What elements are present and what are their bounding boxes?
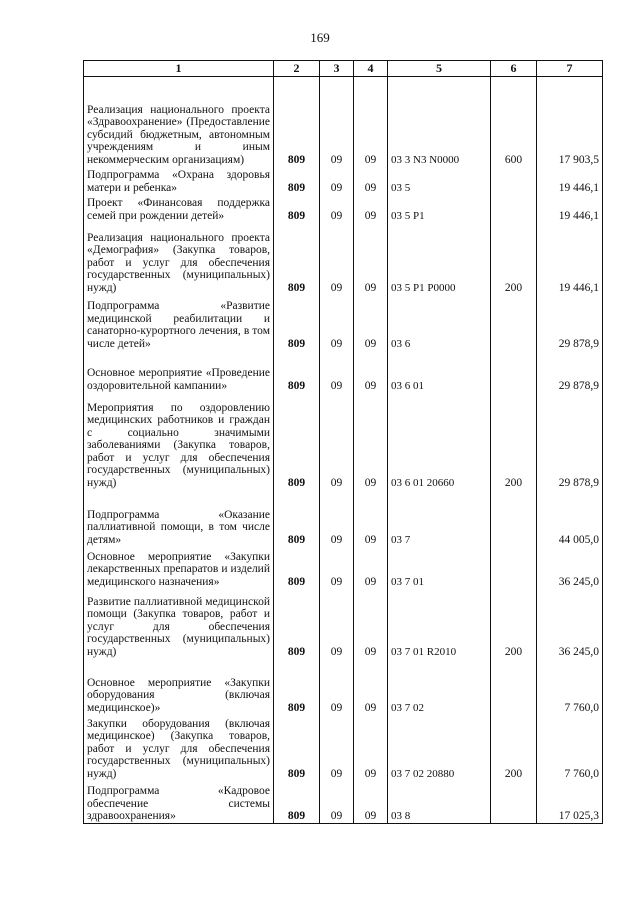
table-row [84, 350, 603, 392]
expense-type-code: 200 [491, 714, 537, 780]
table-row [84, 546, 603, 588]
table-row [84, 76, 603, 166]
section-code: 09 [320, 166, 354, 194]
row-description: Проект «Финансовая поддержка семей при рождении детей» [84, 194, 274, 222]
subsection-code: 09 [354, 489, 388, 546]
budget-table [83, 60, 603, 824]
target-article-code: 03 7 02 20880 [388, 714, 491, 780]
target-article-code: 03 7 01 R2010 [388, 588, 491, 658]
ministry-code: 809 [274, 166, 320, 194]
subsection-code: 09 [354, 222, 388, 294]
table-row [84, 489, 603, 546]
column-header: 3 [320, 61, 354, 77]
ministry-code: 809 [274, 780, 320, 823]
expense-type-code [491, 658, 537, 714]
section-code: 09 [320, 194, 354, 222]
subsection-code: 09 [354, 546, 388, 588]
section-code: 09 [320, 222, 354, 294]
column-header: 2 [274, 61, 320, 77]
section-code: 09 [320, 392, 354, 489]
target-article-code: 03 6 01 20660 [388, 392, 491, 489]
amount: 29 878,9 [537, 294, 603, 350]
amount: 19 446,1 [537, 222, 603, 294]
table-row [84, 780, 603, 823]
target-article-code: 03 8 [388, 780, 491, 823]
row-description: Развитие паллиативной медицинской помощи (Закупка товаров, работ и услуг для обеспечения государственных (муниципальных) нужд) [84, 588, 274, 658]
subsection-code: 09 [354, 780, 388, 823]
expense-type-code [491, 194, 537, 222]
expense-type-code [491, 294, 537, 350]
amount: 36 245,0 [537, 546, 603, 588]
column-header: 7 [537, 61, 603, 77]
expense-type-code: 200 [491, 588, 537, 658]
target-article-code: 03 6 01 [388, 350, 491, 392]
subsection-code: 09 [354, 350, 388, 392]
expense-type-code [491, 350, 537, 392]
page-number: 169 [310, 30, 330, 45]
amount: 7 760,0 [537, 658, 603, 714]
amount: 36 245,0 [537, 588, 603, 658]
expense-type-code: 600 [491, 76, 537, 166]
column-header: 4 [354, 61, 388, 77]
row-description: Подпрограмма «Охрана здоровья матери и ребенка» [84, 166, 274, 194]
subsection-code: 09 [354, 588, 388, 658]
amount: 19 446,1 [537, 166, 603, 194]
section-code: 09 [320, 546, 354, 588]
amount: 7 760,0 [537, 714, 603, 780]
ministry-code: 809 [274, 222, 320, 294]
row-description: Основное мероприятие «Закупки оборудования (включая медицинское)» [84, 658, 274, 714]
ministry-code: 809 [274, 658, 320, 714]
expense-type-code: 200 [491, 392, 537, 489]
target-article-code: 03 5 P1 [388, 194, 491, 222]
section-code: 09 [320, 76, 354, 166]
row-description: Закупки оборудования (включая медицинское) (Закупка товаров, работ и услуг для обеспечения государственных (муниципальных) нужд) [84, 714, 274, 780]
ministry-code: 809 [274, 350, 320, 392]
section-code: 09 [320, 780, 354, 823]
table-row [84, 714, 603, 780]
expense-type-code: 200 [491, 222, 537, 294]
ministry-code: 809 [274, 546, 320, 588]
row-description: Реализация национального проекта «Здравоохранение» (Предоставление субсидий бюджетным, автономным учреждениям и иным некоммерческим организациям) [84, 76, 274, 166]
ministry-code: 809 [274, 194, 320, 222]
table-row [84, 294, 603, 350]
column-header: 1 [84, 61, 274, 77]
amount: 19 446,1 [537, 194, 603, 222]
ministry-code: 809 [274, 588, 320, 658]
subsection-code: 09 [354, 166, 388, 194]
ministry-code: 809 [274, 714, 320, 780]
column-header: 6 [491, 61, 537, 77]
ministry-code: 809 [274, 392, 320, 489]
subsection-code: 09 [354, 392, 388, 489]
subsection-code: 09 [354, 658, 388, 714]
table-row [84, 194, 603, 222]
section-code: 09 [320, 714, 354, 780]
expense-type-code [491, 546, 537, 588]
amount: 17 025,3 [537, 780, 603, 823]
target-article-code: 03 3 N3 N0000 [388, 76, 491, 166]
table-header-row [84, 61, 603, 77]
section-code: 09 [320, 489, 354, 546]
row-description: Подпрограмма «Развитие медицинской реабилитации и санаторно-курортного лечения, в том числе детей» [84, 294, 274, 350]
subsection-code: 09 [354, 294, 388, 350]
amount: 44 005,0 [537, 489, 603, 546]
table-row [84, 588, 603, 658]
target-article-code: 03 7 [388, 489, 491, 546]
subsection-code: 09 [354, 76, 388, 166]
table-row [84, 392, 603, 489]
section-code: 09 [320, 658, 354, 714]
ministry-code: 809 [274, 76, 320, 166]
target-article-code: 03 7 01 [388, 546, 491, 588]
amount: 29 878,9 [537, 350, 603, 392]
target-article-code: 03 7 02 [388, 658, 491, 714]
row-description: Подпрограмма «Кадровое обеспечение системы здравоохранения» [84, 780, 274, 823]
column-header: 5 [388, 61, 491, 77]
table-row [84, 658, 603, 714]
expense-type-code [491, 166, 537, 194]
subsection-code: 09 [354, 714, 388, 780]
row-description: Реализация национального проекта «Демография» (Закупка товаров, работ и услуг для обеспечения государственных (муниципальных) нужд) [84, 222, 274, 294]
table-row [84, 222, 603, 294]
ministry-code: 809 [274, 294, 320, 350]
amount: 29 878,9 [537, 392, 603, 489]
target-article-code: 03 5 P1 P0000 [388, 222, 491, 294]
section-code: 09 [320, 588, 354, 658]
row-description: Подпрограмма «Оказание паллиативной помощи, в том числе детям» [84, 489, 274, 546]
expense-type-code [491, 780, 537, 823]
table-row [84, 166, 603, 194]
row-description: Мероприятия по оздоровлению медицинских работников и граждан с социально значимыми заболеваниями (Закупка товаров, работ и услуг для обеспечения государственных (муниципальных) нужд) [84, 392, 274, 489]
expense-type-code [491, 489, 537, 546]
target-article-code: 03 6 [388, 294, 491, 350]
row-description: Основное мероприятие «Закупки лекарственных препаратов и изделий медицинского назначения» [84, 546, 274, 588]
section-code: 09 [320, 350, 354, 392]
ministry-code: 809 [274, 489, 320, 546]
amount: 17 903,5 [537, 76, 603, 166]
target-article-code: 03 5 [388, 166, 491, 194]
subsection-code: 09 [354, 194, 388, 222]
row-description: Основное мероприятие «Проведение оздоровительной кампании» [84, 350, 274, 392]
section-code: 09 [320, 294, 354, 350]
